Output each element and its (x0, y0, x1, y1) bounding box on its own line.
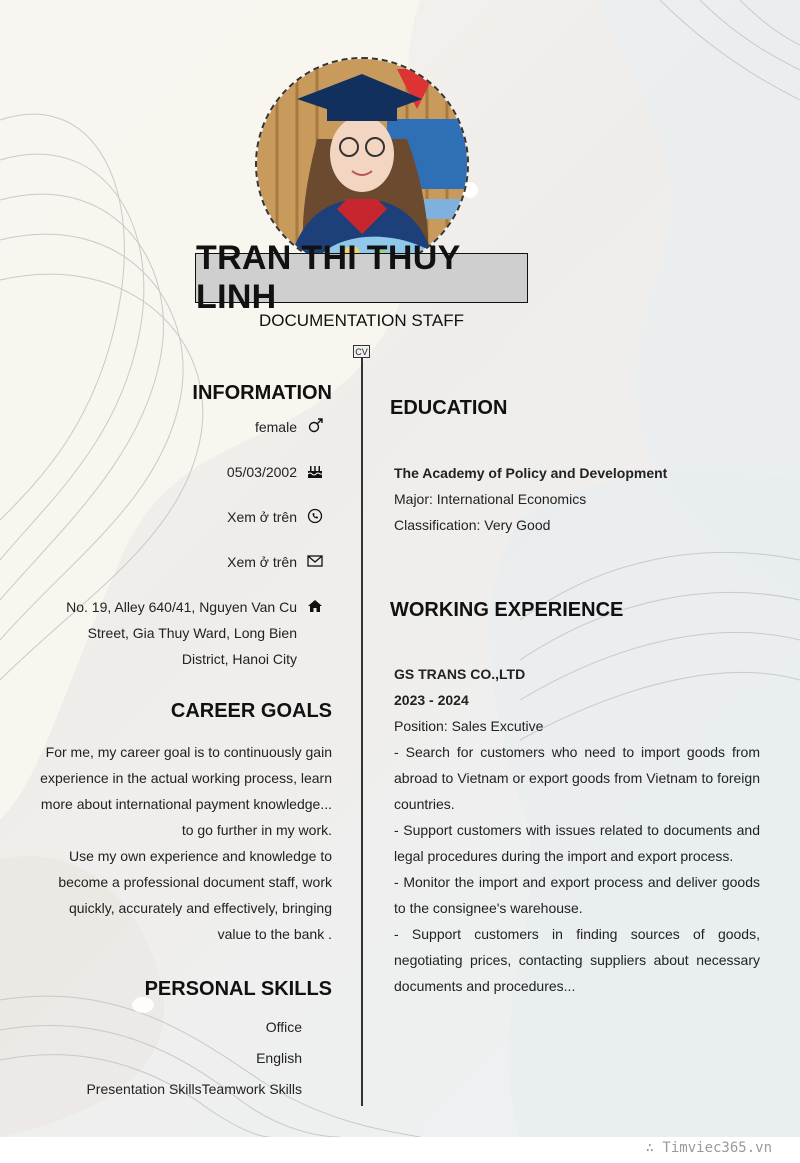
work-period: 2023 - 2024 (394, 692, 469, 708)
job-title: DOCUMENTATION STAFF (259, 311, 464, 330)
address-line: No. 19, Alley 640/41, Nguyen Van Cu (66, 599, 297, 615)
duty-item: - Support customers in finding sources of goods, negotiating prices, contacting suppliers about necessary documents and procedures... (394, 926, 760, 994)
information-heading: INFORMATION (192, 382, 332, 404)
career-goals-text (30, 739, 332, 947)
career-goal-line: to go further in my work. (181, 822, 332, 838)
working-experience-heading: WORKING EXPERIENCE (390, 599, 624, 621)
education-details (394, 460, 760, 538)
skill-item: Presentation SkillsTeamwork Skills (86, 1081, 302, 1097)
career-goal-line: quickly, accurately and effectively, bringing (68, 900, 332, 916)
work-position: Position: Sales Excutive (394, 718, 544, 734)
personal-skills-heading: PERSONAL SKILLS (144, 978, 332, 1000)
timeline-divider (361, 358, 363, 1106)
footer-brand: ∴ Timviec365.vn (645, 1140, 772, 1156)
duty-item: - Monitor the import and export process and deliver goods to the consignee's warehouse. (394, 874, 760, 916)
home-icon (306, 597, 324, 615)
phone-icon (306, 507, 324, 525)
gender-value: female (254, 419, 297, 435)
experience-details (394, 661, 760, 999)
skill-item: English (256, 1050, 302, 1066)
career-goal-line: Use my own experience and knowledge to (68, 848, 332, 864)
education-classification: Classification: Very Good (394, 517, 551, 533)
envelope-icon (306, 552, 324, 570)
skill-item: Office (265, 1019, 302, 1035)
career-goal-line: experience in the actual working process, learn (40, 770, 332, 786)
company-name: GS TRANS CO.,LTD (394, 666, 526, 682)
education-heading: EDUCATION (390, 397, 508, 419)
duty-item: - Support customers with issues related to documents and legal procedures during the import and export process. (394, 822, 760, 864)
address-line: District, Hanoi City (181, 651, 297, 667)
education-major: Major: International Economics (394, 491, 587, 507)
career-goals-heading: CAREER GOALS (170, 700, 332, 722)
phone-value: Xem ở trên (227, 509, 297, 525)
duty-item: - Search for customers who need to import goods from abroad to Vietnam or export goods from Vietnam to foreign countries. (394, 744, 760, 812)
career-goal-line: value to the bank . (217, 926, 332, 942)
candidate-name: TRAN THI THUY LINH (195, 253, 528, 303)
birthday-value: 05/03/2002 (226, 464, 297, 480)
address-line: Street, Gia Thuy Ward, Long Bien (87, 625, 297, 641)
school-name: The Academy of Policy and Development (394, 465, 668, 481)
career-goal-line: For me, my career goal is to continuously gain (45, 744, 332, 760)
address-value (66, 594, 297, 672)
email-value: Xem ở trên (227, 554, 297, 570)
cv-mark: CV (353, 345, 370, 358)
gender-icon (306, 417, 324, 435)
career-goal-line: more about international payment knowledge... (40, 796, 332, 812)
birthday-cake-icon (306, 462, 324, 480)
career-goal-line: become a professional document staff, work (58, 874, 332, 890)
